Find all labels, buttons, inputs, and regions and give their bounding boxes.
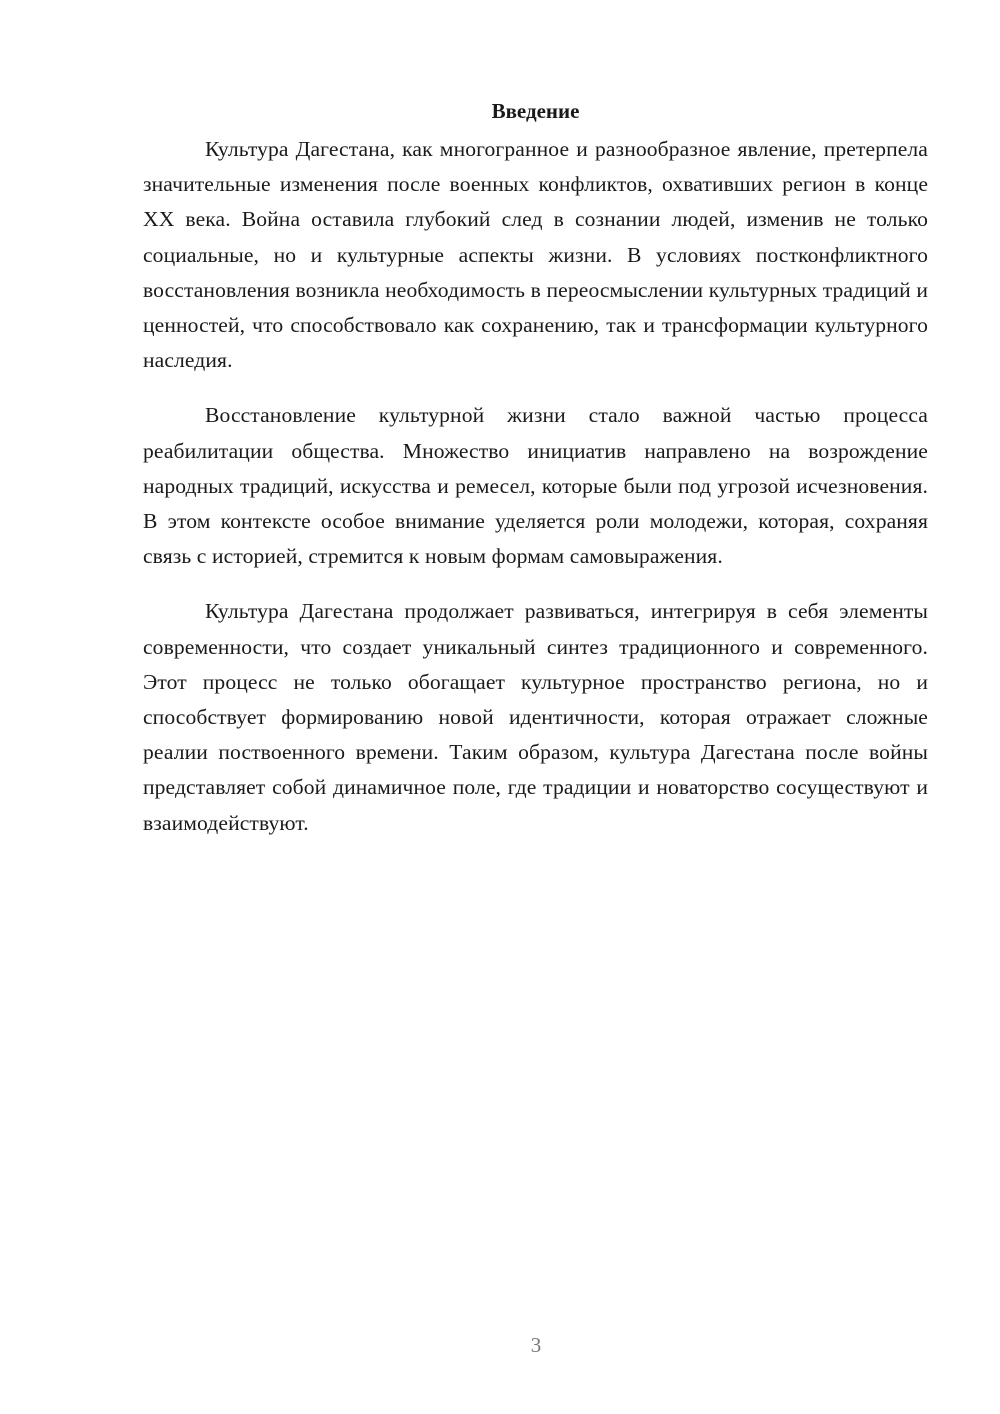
section-heading: Введение [491,99,580,123]
page-content [143,94,928,861]
paragraph-1: Культура Дагестана, как многогранное и разнообразное явление, претерпела значительные изменения после военных конфликтов, охвативших регион в конце XX века. Война оставила глубокий след в сознании людей, изменив не только социальные, но и культурные аспекты жизни. В условиях постконфликтного восстановления возникла необходимость в переосмыслении культурных традиций и ценностей, что способствовало как сохранению, так и трансформации культурного наследия. [143,137,928,373]
paragraph-3: Культура Дагестана продолжает развиваться, интегрируя в себя элементы современности, что создает уникальный синтез традиционного и современного. Этот процесс не только обогащает культурное пространство региона, но и способствует формированию новой идентичности, которая отражает сложные реалии поствоенного времени. Таким образом, культура Дагестана после войны представляет собой динамичное поле, где традиции и новаторство сосуществуют и взаимодействуют. [143,599,928,835]
page-number: 3 [530,1333,542,1357]
paragraph-2: Восстановление культурной жизни стало важной частью процесса реабилитации общества. Множество инициатив направлено на возрождение народных традиций, искусства и ремесел, которые были под угрозой исчезновения. В этом контексте особое внимание уделяется роли молодежи, которая, сохраняя связь с историей, стремится к новым формам самовыражения. [143,403,928,569]
